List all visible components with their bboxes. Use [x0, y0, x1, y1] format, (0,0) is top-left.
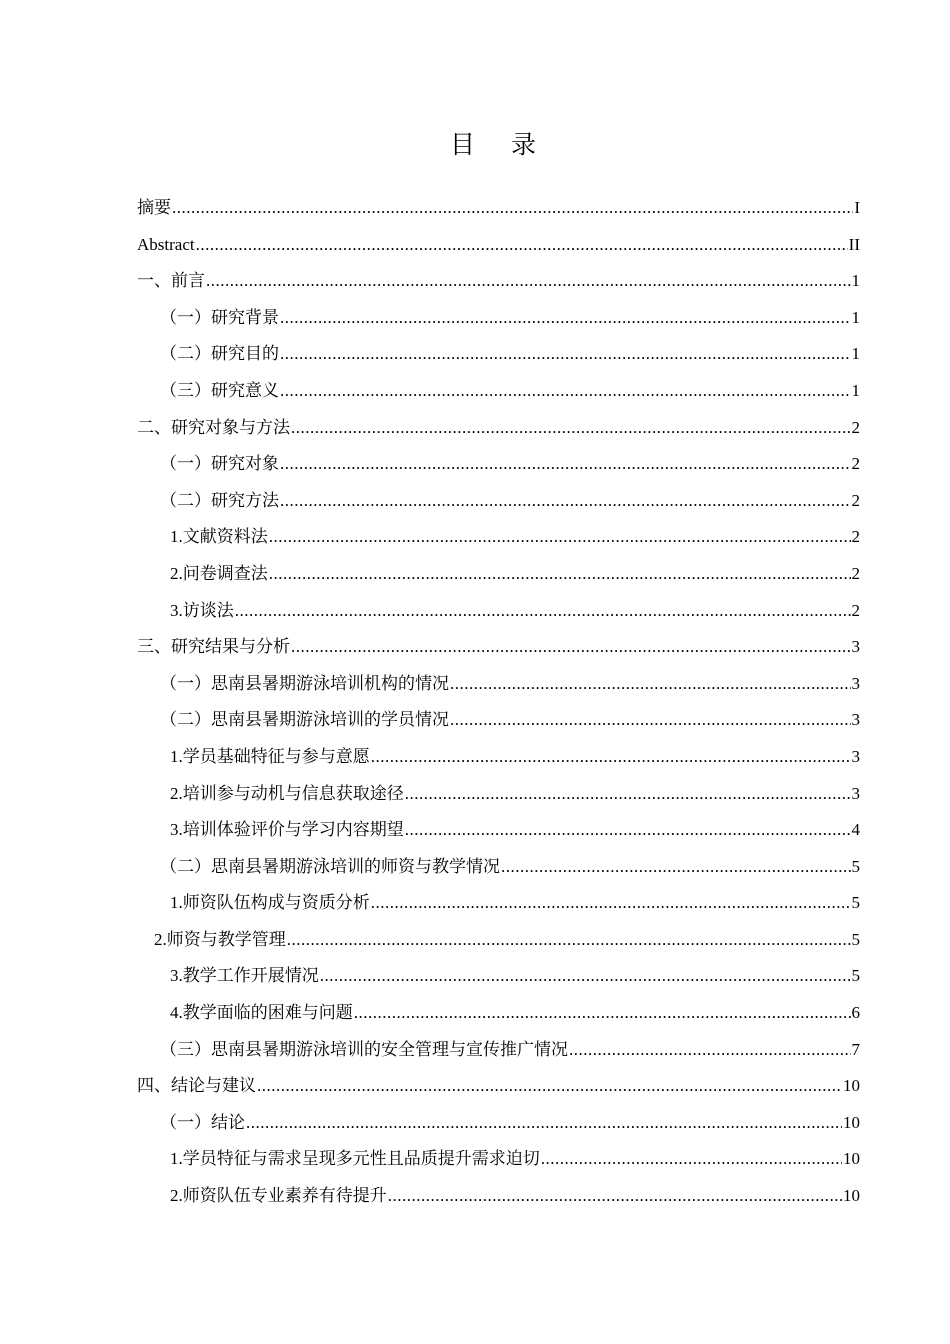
toc-entry-page-number: 2	[851, 417, 860, 437]
dot-leader	[450, 702, 851, 739]
toc-entry-page-number: II	[848, 234, 860, 254]
dot-leader	[280, 483, 851, 520]
dot-leader	[206, 263, 851, 300]
toc-entry[interactable]	[137, 776, 860, 813]
toc-entry[interactable]	[137, 849, 860, 886]
toc-entry-page-number: 6	[851, 1003, 860, 1023]
toc-entry[interactable]	[137, 1141, 860, 1178]
toc-entry[interactable]	[137, 556, 860, 593]
toc-entry-title: （一）结论	[160, 1112, 245, 1132]
toc-entry[interactable]	[137, 739, 860, 776]
toc-entry[interactable]	[137, 336, 860, 373]
toc-entry-page-number: 2	[851, 490, 860, 510]
toc-entry-title: 2.师资与教学管理	[154, 929, 286, 949]
toc-title: 目 录	[450, 130, 550, 159]
toc-entry[interactable]	[137, 373, 860, 410]
toc-entry-page-number: 3	[851, 746, 860, 766]
toc-entry-page-number: 5	[851, 929, 860, 949]
toc-entry-title: 1.学员特征与需求呈现多元性且品质提升需求迫切	[170, 1149, 540, 1169]
toc-entry-title: 2.培训参与动机与信息获取途径	[170, 783, 404, 803]
toc-entry[interactable]	[137, 300, 860, 337]
toc-entry-page-number: 4	[851, 820, 860, 840]
toc-entry-title: 3.教学工作开展情况	[170, 966, 319, 986]
dot-leader	[235, 593, 851, 630]
dot-leader	[246, 1105, 842, 1142]
toc-entry-title: （二）研究方法	[160, 490, 279, 510]
toc-entry-title: 1.文献资料法	[170, 527, 268, 547]
toc-entry-title: 2.师资队伍专业素养有待提升	[170, 1186, 387, 1206]
toc-entry-page-number: 1	[851, 380, 860, 400]
dot-leader	[371, 739, 851, 776]
dot-leader	[541, 1141, 842, 1178]
dot-leader	[287, 922, 851, 959]
toc-entry-title: （三）研究意义	[160, 380, 279, 400]
toc-entry-page-number: 10	[843, 1149, 860, 1169]
toc-entry-title: 摘要	[137, 198, 171, 217]
toc-entry-page-number: 2	[851, 563, 860, 583]
toc-entry-title: 一、前言	[137, 271, 205, 291]
toc-entry[interactable]	[137, 483, 860, 520]
toc-entry[interactable]	[137, 263, 860, 300]
toc-entry-title: （二）思南县暑期游泳培训的师资与教学情况	[160, 856, 500, 876]
dot-leader	[280, 300, 851, 337]
toc-entry-page-number: 2	[851, 600, 860, 620]
toc-entry-page-number: 5	[851, 856, 860, 876]
toc-entry[interactable]	[137, 1178, 860, 1215]
dot-leader	[320, 958, 851, 995]
dot-leader	[172, 190, 853, 227]
dot-leader	[280, 373, 851, 410]
toc-entry-page-number: 3	[851, 710, 860, 730]
dot-leader	[291, 410, 851, 447]
toc-entry-title: （三）思南县暑期游泳培训的安全管理与宣传推广情况	[160, 1039, 568, 1059]
dot-leader	[354, 995, 851, 1032]
toc-entry[interactable]	[137, 702, 860, 739]
dot-leader	[269, 556, 851, 593]
dot-leader	[450, 666, 851, 703]
dot-leader	[405, 812, 851, 849]
toc-entry-title: 2.问卷调查法	[170, 563, 268, 583]
toc-entry[interactable]	[137, 1105, 860, 1142]
toc-entry[interactable]	[137, 995, 860, 1032]
toc-entry-title: （一）研究背景	[160, 307, 279, 327]
toc-entry[interactable]	[137, 629, 860, 666]
toc-entry[interactable]	[137, 958, 860, 995]
table-of-contents	[137, 190, 860, 1215]
dot-leader	[280, 446, 851, 483]
toc-entry-title: 1.学员基础特征与参与意愿	[170, 746, 370, 766]
toc-entry-title: 三、研究结果与分析	[137, 637, 290, 657]
toc-entry-title: 四、结论与建议	[137, 1076, 256, 1096]
dot-leader	[196, 227, 848, 264]
toc-entry[interactable]	[137, 885, 860, 922]
toc-entry-title: 1.师资队伍构成与资质分析	[170, 893, 370, 913]
toc-entry-title: Abstract	[137, 234, 195, 254]
toc-entry-page-number: 3	[851, 783, 860, 803]
toc-entry-page-number: 5	[851, 966, 860, 986]
toc-entry[interactable]	[137, 519, 860, 556]
dot-leader	[569, 1032, 851, 1069]
toc-entry-title: 3.培训体验评价与学习内容期望	[170, 820, 404, 840]
toc-entry-title: （一）思南县暑期游泳培训机构的情况	[160, 673, 449, 693]
toc-entry[interactable]	[137, 1032, 860, 1069]
dot-leader	[257, 1068, 842, 1105]
toc-entry-page-number: 2	[851, 527, 860, 547]
toc-entry-page-number: 3	[851, 637, 860, 657]
toc-entry[interactable]	[137, 922, 860, 959]
toc-entry[interactable]	[137, 812, 860, 849]
toc-entry-page-number: I	[854, 198, 860, 217]
toc-entry-title: （二）研究目的	[160, 344, 279, 364]
dot-leader	[280, 336, 851, 373]
toc-entry-title: 3.访谈法	[170, 600, 234, 620]
toc-entry-page-number: 2	[851, 454, 860, 474]
toc-entry-title: 4.教学面临的困难与问题	[170, 1003, 353, 1023]
toc-entry-page-number: 10	[843, 1112, 860, 1132]
toc-entry-title: 二、研究对象与方法	[137, 417, 290, 437]
toc-entry-page-number: 10	[843, 1186, 860, 1206]
toc-entry-title: （一）研究对象	[160, 454, 279, 474]
toc-entry[interactable]	[137, 446, 860, 483]
dot-leader	[501, 849, 851, 886]
toc-entry-page-number: 3	[851, 673, 860, 693]
toc-entry[interactable]	[137, 227, 860, 264]
toc-entry[interactable]	[137, 593, 860, 630]
toc-entry[interactable]	[137, 666, 860, 703]
dot-leader	[405, 776, 851, 813]
toc-entry[interactable]	[137, 1068, 860, 1105]
toc-entry-page-number: 1	[851, 344, 860, 364]
toc-entry[interactable]	[137, 190, 860, 227]
toc-entry-page-number: 7	[851, 1039, 860, 1059]
toc-entry[interactable]	[137, 410, 860, 447]
toc-entry-page-number: 5	[851, 893, 860, 913]
toc-entry-page-number: 10	[843, 1076, 860, 1096]
toc-entry-page-number: 1	[851, 307, 860, 327]
dot-leader	[371, 885, 851, 922]
dot-leader	[291, 629, 851, 666]
dot-leader	[269, 519, 851, 556]
toc-entry-title: （二）思南县暑期游泳培训的学员情况	[160, 710, 449, 730]
dot-leader	[388, 1178, 842, 1215]
toc-entry-page-number: 1	[851, 271, 860, 291]
